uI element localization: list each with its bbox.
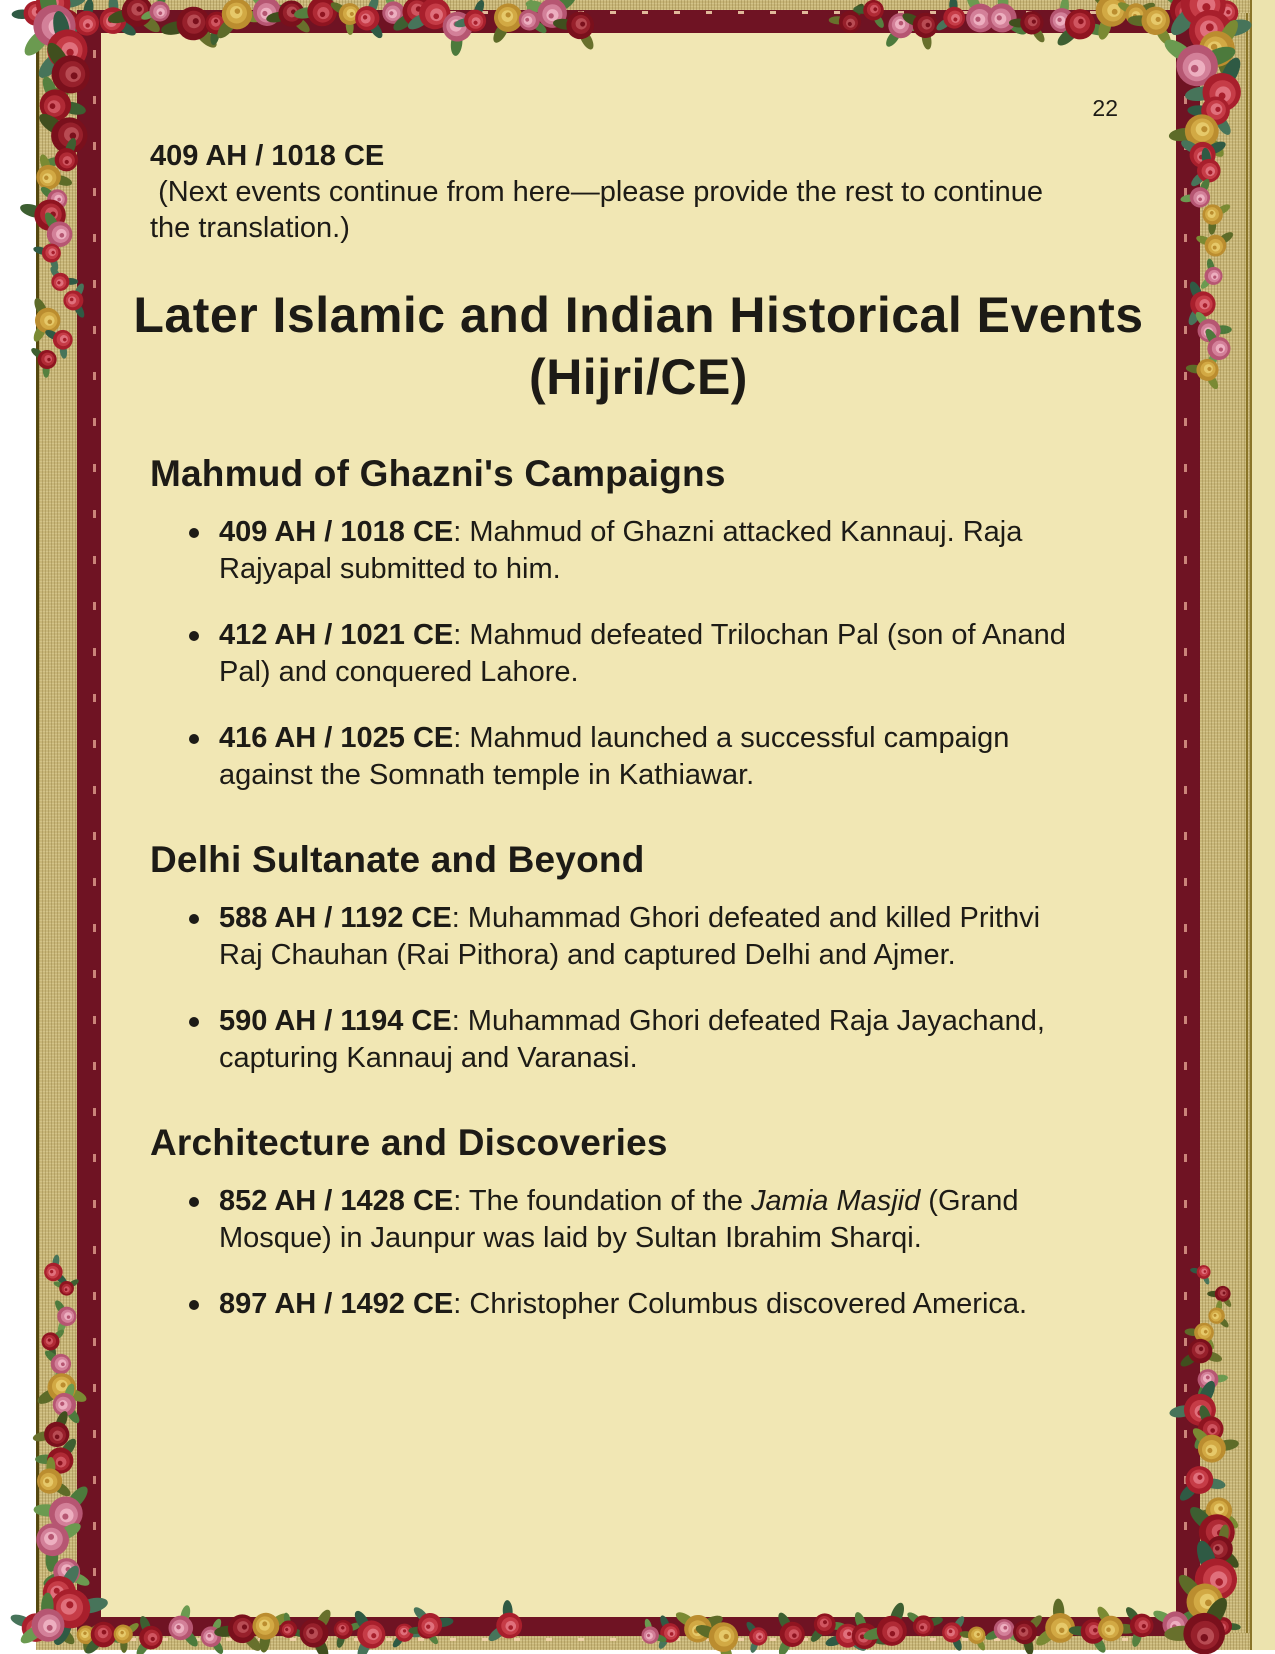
bullet-dot-icon xyxy=(189,1286,219,1323)
event-item xyxy=(189,514,1176,588)
bullet-dot-icon xyxy=(189,514,219,588)
event-text: 590 AH / 1194 CE: Muhammad Ghori defeated Raja Jayachand, capturing Kannauj and Varanasi. xyxy=(219,1003,1081,1077)
event-text: 897 AH / 1492 CE: Christopher Columbus discovered America. xyxy=(219,1286,1081,1323)
rose-garland-left-top-icon xyxy=(30,0,102,396)
event-list xyxy=(101,514,1176,794)
page-number: 22 xyxy=(101,33,1176,120)
rose-garland-left-bottom-icon xyxy=(30,1262,102,1652)
timeline-section xyxy=(101,452,1176,794)
event-item xyxy=(189,720,1176,794)
event-text: 412 AH / 1021 CE: Mahmud defeated Trilochan Pal (son of Anand Pal) and conquered Lahore. xyxy=(219,617,1081,691)
section-heading: Delhi Sultanate and Beyond xyxy=(150,838,1176,882)
event-list xyxy=(101,1183,1176,1323)
event-item xyxy=(189,1183,1176,1257)
timeline-section xyxy=(101,1121,1176,1323)
page-title-line1: Later Islamic and Indian Historical Events xyxy=(101,284,1176,346)
header-date-line: 409 AH / 1018 CE xyxy=(150,138,1176,174)
bullet-dot-icon xyxy=(189,617,219,691)
bullet-dot-icon xyxy=(189,900,219,974)
sections xyxy=(101,452,1176,1323)
event-list xyxy=(101,900,1176,1077)
outer-margin-right xyxy=(1250,0,1275,1650)
event-text: 416 AH / 1025 CE: Mahmud launched a successful campaign against the Somnath temple in Kathiawar. xyxy=(219,720,1081,794)
event-item xyxy=(189,1003,1176,1077)
timeline-section xyxy=(101,838,1176,1077)
event-item xyxy=(189,1286,1176,1323)
bullet-dot-icon xyxy=(189,1003,219,1077)
event-text: 409 AH / 1018 CE: Mahmud of Ghazni attacked Kannauj. Raja Rajyapal submitted to him. xyxy=(219,514,1081,588)
rose-garland-bottom-icon xyxy=(30,1616,1250,1654)
rose-garland-right-bottom-icon xyxy=(1180,1262,1252,1652)
event-text: 588 AH / 1192 CE: Muhammad Ghori defeated and killed Prithvi Raj Chauhan (Rai Pithora) and captured Delhi and Ajmer. xyxy=(219,900,1081,974)
section-heading: Architecture and Discoveries xyxy=(150,1121,1176,1165)
event-item xyxy=(189,617,1176,691)
rose-garland-right-top-icon xyxy=(1180,0,1252,390)
page-title xyxy=(101,284,1176,408)
page-content xyxy=(101,33,1176,1352)
page-title-line2: (Hijri/CE) xyxy=(101,346,1176,408)
header-note: (Next events continue from here—please provide the rest to continue the translation.) xyxy=(150,174,1080,246)
section-heading: Mahmud of Ghazni's Campaigns xyxy=(150,452,1176,496)
bullet-dot-icon xyxy=(189,720,219,794)
bullet-dot-icon xyxy=(189,1183,219,1257)
event-item xyxy=(189,900,1176,974)
event-text: 852 AH / 1428 CE: The foundation of the Jamia Masjid (Grand Mosque) in Jaunpur was laid by Sultan Ibrahim Sharqi. xyxy=(219,1183,1081,1257)
